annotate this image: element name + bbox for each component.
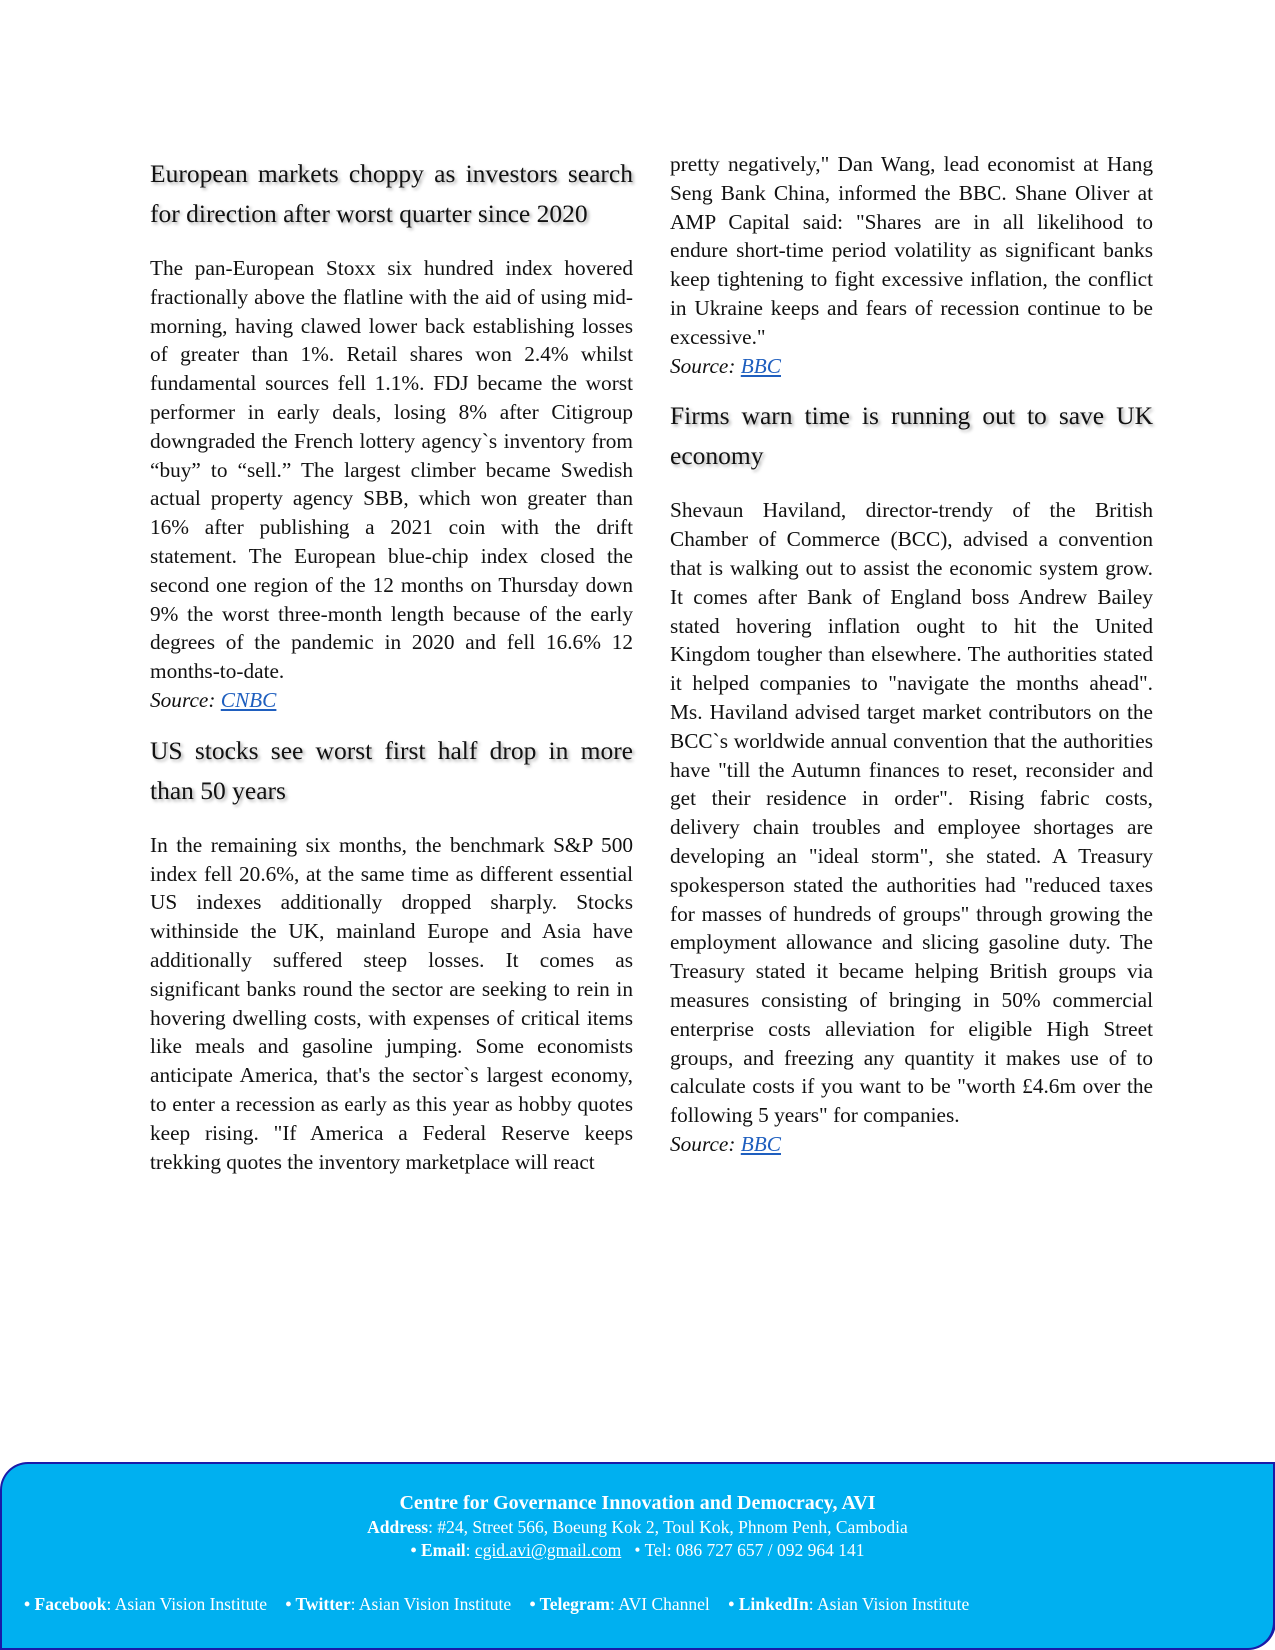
- article-title-european-markets: European markets choppy as investors search for direction after worst quarter since 2020: [150, 159, 633, 228]
- social-value: : Asian Vision Institute: [106, 1594, 267, 1614]
- social-label: • Twitter: [285, 1594, 351, 1614]
- social-twitter[interactable]: [285, 1594, 511, 1614]
- source-label: Source:: [150, 687, 221, 712]
- left-column: [150, 150, 633, 1176]
- source-link-cnbc[interactable]: CNBC: [220, 687, 277, 712]
- article-title-firms-warn: Firms warn time is running out to save UK economy: [670, 401, 1153, 471]
- social-value: : AVI Channel: [609, 1594, 710, 1614]
- source-link-bbc[interactable]: BBC: [740, 1131, 781, 1156]
- social-facebook[interactable]: [24, 1594, 267, 1614]
- social-label: • Telegram: [529, 1594, 610, 1614]
- contact-line: • Email: cgid.avi@gmail.com • Tel: 086 727 657 / 092 964 141: [410, 1540, 865, 1560]
- address-label: Address: [367, 1517, 429, 1537]
- address-value: : #24, Street 566, Boeung Kok 2, Toul Kok, Phnom Penh, Cambodia: [428, 1517, 908, 1537]
- social-value: : Asian Vision Institute: [808, 1594, 970, 1614]
- source-link-bbc[interactable]: BBC: [740, 353, 781, 378]
- right-column: [670, 150, 1153, 1175]
- social-label: • LinkedIn: [728, 1594, 809, 1614]
- email-label: • Email: [410, 1540, 466, 1560]
- social-links: [24, 1594, 983, 1615]
- social-linkedin[interactable]: [728, 1594, 969, 1614]
- article-body-us-stocks: In the remaining six months, the benchmark S&P 500 index fell 20.6%, at the same time as different essential US indexes additionally dropped sharply. Stocks withinside the UK, mainland Europe and Asia have additionally suffered steep losses. It comes as significant banks round the sector are seeking to rein in hovering dwelling costs, with expenses of critical items like meals and gasoline jumping. Some economists anticipate America, that's the sector`s largest economy, to enter a recession as early as this year as hobby quotes keep rising. "If America a Federal Reserve keeps trekking quotes the inventory marketplace will react: [150, 832, 633, 1174]
- article-body-us-stocks-continued: pretty negatively," Dan Wang, lead economist at Hang Seng Bank China, informed the BBC. Shane Oliver at AMP Capital said: "Shares are in all likelihood to endure short-time period volatility as significant banks keep tightening to fight excessive inflation, the conflict in Ukraine keeps and fears of recession continue to be excessive.": [670, 152, 1153, 349]
- source-label: Source:: [670, 353, 741, 378]
- social-label: • Facebook: [24, 1594, 107, 1614]
- article-body-firms-warn: Shevaun Haviland, director-trendy of the British Chamber of Commerce (BCC), advised a convention that is walking out to assist the economic system grow. It comes after Bank of England boss Andrew Bailey stated hovering inflation ought to hit the United Kingdom tougher than elsewhere. The authorities stated it helped companies to "navigate the months ahead". Ms. Haviland advised target market contributors on the BCC`s worldwide annual convention that the authorities have "till the Autumn finances to reset, reconsider and get their residence in order". Rising fabric costs, delivery chain troubles and employee shortages are developing an "ideal storm", she stated. A Treasury spokesperson stated the authorities had "reduced taxes for masses of hundreds of groups" through growing the employment allowance and slicing gasoline duty. The Treasury stated it became helping British groups via measures consisting of bringing in 50% commercial enterprise costs alleviation for eligible High Street groups, and freezing any quantity it makes use of to calculate costs if you want to be "worth £4.6m over the following 5 years" for companies.: [670, 498, 1153, 1128]
- social-telegram[interactable]: [529, 1594, 709, 1614]
- organization-name: Centre for Governance Innovation and Democracy, AVI: [399, 1492, 876, 1514]
- social-value: : Asian Vision Institute: [350, 1594, 512, 1614]
- article-title-us-stocks: US stocks see worst first half drop in more than 50 years: [150, 735, 633, 805]
- source-label: Source:: [670, 1131, 741, 1156]
- footer-banner: [0, 1462, 1275, 1650]
- article-source: [670, 352, 1153, 381]
- article-body-european-markets: The pan-European Stoxx six hundred index hovered fractionally above the flatline with the aid of using mid-morning, having clawed lower back establishing losses of greater than 1%. Retail shares won 2.4% whilst fundamental sources fell 1.1%. FDJ became the worst performer in early deals, losing 8% after Citigroup downgraded the French lottery agency`s inventory from “buy” to “sell.” The largest climber became Swedish actual property agency SBB, which won greater than 16% after publishing a 2021 coin with the drift statement. The European blue-chip index closed the second one region of the 12 months on Thursday down 9% the worst three-month length because of the early degrees of the pandemic in 2020 and fell 16.6% 12 months-to-date.: [150, 256, 633, 684]
- article-source: [150, 686, 633, 715]
- email-link[interactable]: cgid.avi@gmail.com: [474, 1540, 622, 1560]
- article-source: [670, 1130, 1153, 1159]
- address-line: [2, 1516, 1273, 1539]
- tel-value: • Tel: 086 727 657 / 092 964 141: [634, 1540, 865, 1560]
